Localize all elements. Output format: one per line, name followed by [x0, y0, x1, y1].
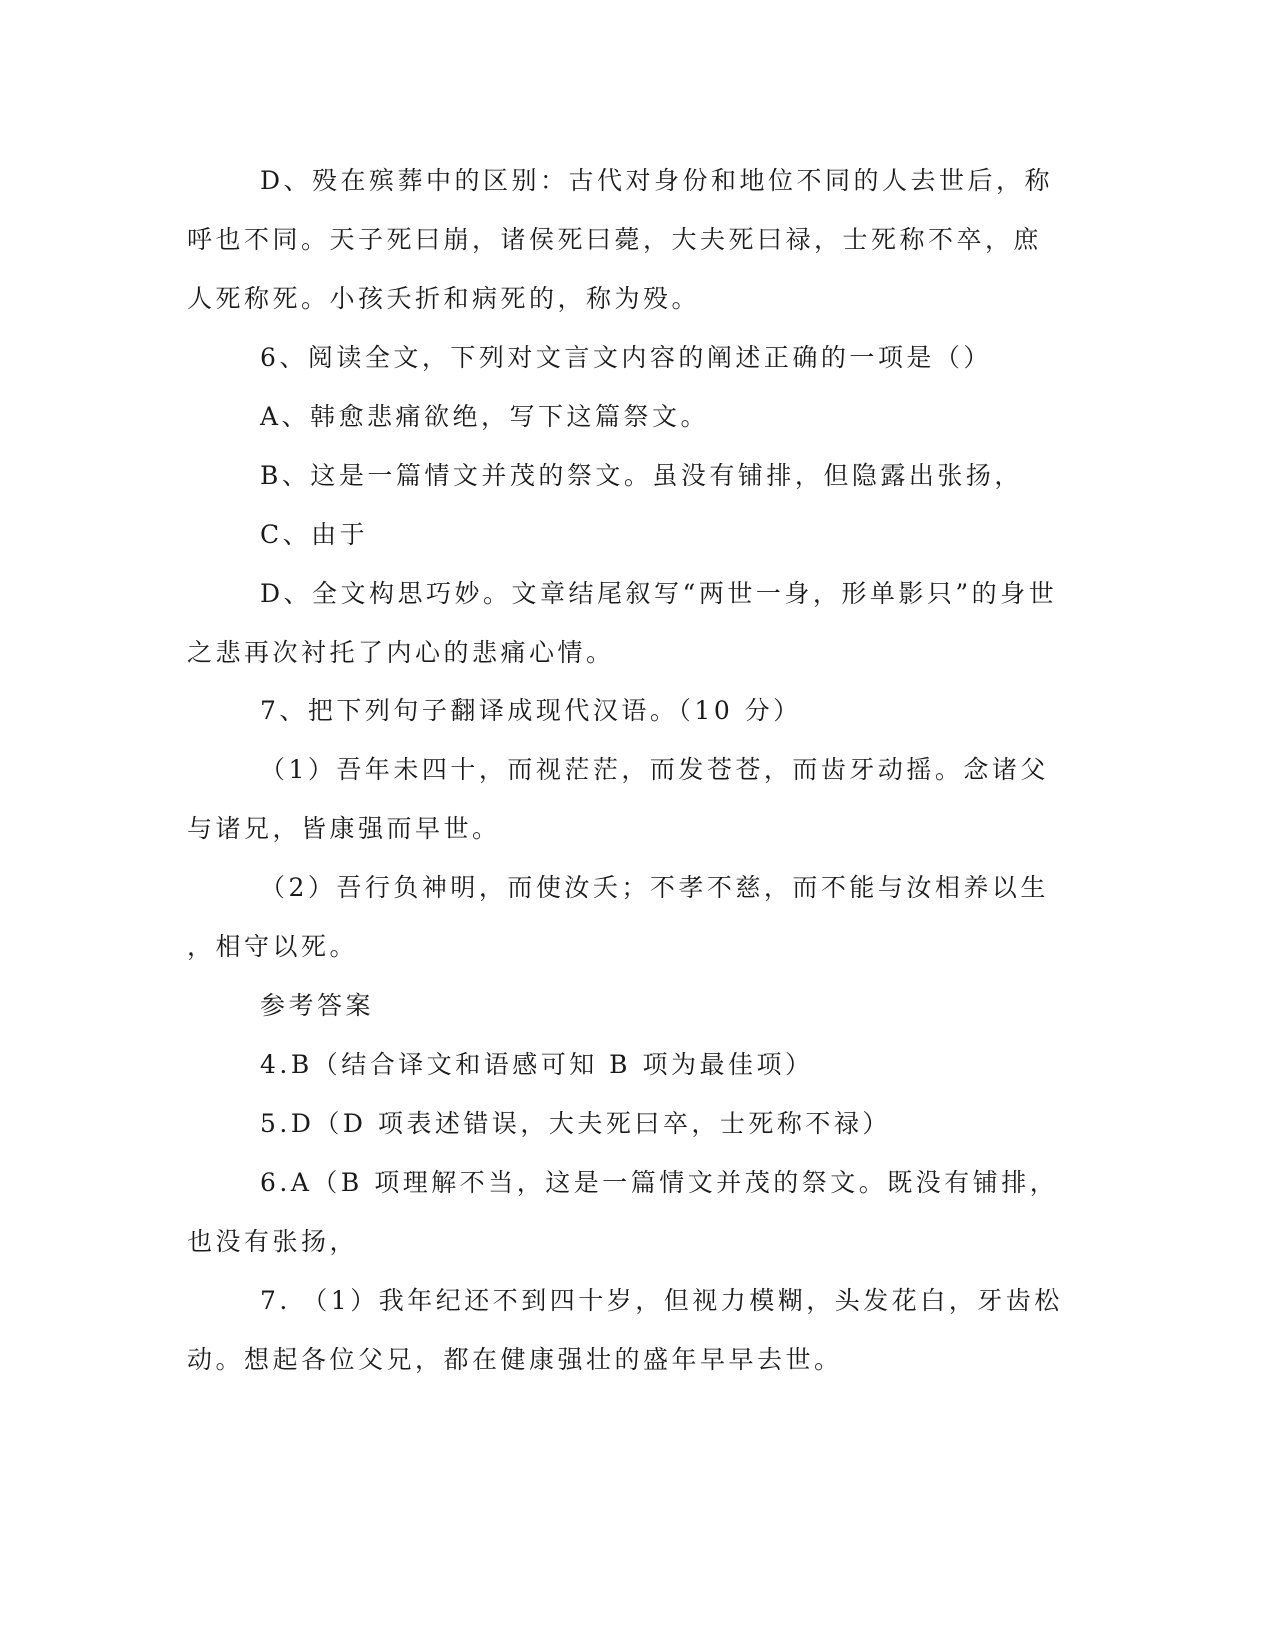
text-line-option-d: D、殁在殡葬中的区别：古代对身份和地位不同的人去世后，称 [260, 166, 1054, 195]
answer-5: 5.D（D 项表述错误，大夫死曰卒，士死称不禄） [260, 1109, 891, 1138]
answer-4: 4.B（结合译文和语感可知 B 项为最佳项） [260, 1050, 814, 1079]
option-b: B、这是一篇情文并茂的祭文。虽没有铺排，但隐露出张扬， [260, 461, 1023, 490]
text-line: ，相守以死。 [187, 932, 359, 961]
text-line: 与诸兄，皆康强而早世。 [187, 814, 501, 843]
answer-7: 7. （1）我年纪还不到四十岁，但视力模糊，头发花白，牙齿松 [260, 1286, 1063, 1315]
question-6: 6、阅读全文，下列对文言文内容的阐述正确的一项是（） [260, 343, 992, 372]
answer-heading: 参考答案 [260, 991, 375, 1020]
text-line: 之悲再次衬托了内心的悲痛心情。 [187, 638, 615, 667]
answer-6: 6.A（B 项理解不当，这是一篇情文并茂的祭文。既没有铺排， [260, 1168, 1059, 1197]
text-line: 呼也不同。天子死曰崩，诸侯死曰薨，大夫死曰禄，士死称不卒，庶 [187, 225, 1043, 254]
option-d: D、全文构思巧妙。文章结尾叙写“两世一身，形单影只”的身世 [260, 579, 1058, 608]
question-7: 7、把下列句子翻译成现代汉语。（10 分） [260, 696, 802, 725]
option-a: A、韩愈悲痛欲绝，写下这篇祭文。 [260, 402, 710, 431]
text-line: 动。想起各位父兄，都在健康强壮的盛年早早去世。 [187, 1345, 843, 1374]
sentence-1: （1）吾年未四十，而视茫茫，而发苍苍，而齿牙动摇。念诸父 [260, 755, 1049, 784]
text-line: 人死称死。小孩夭折和病死的，称为殁。 [187, 284, 701, 313]
text-line: 也没有张扬， [187, 1227, 359, 1256]
sentence-2: （2）吾行负神明，而使汝夭；不孝不慈，而不能与汝相养以生 [260, 873, 1049, 902]
option-c: C、由于 [260, 520, 369, 549]
